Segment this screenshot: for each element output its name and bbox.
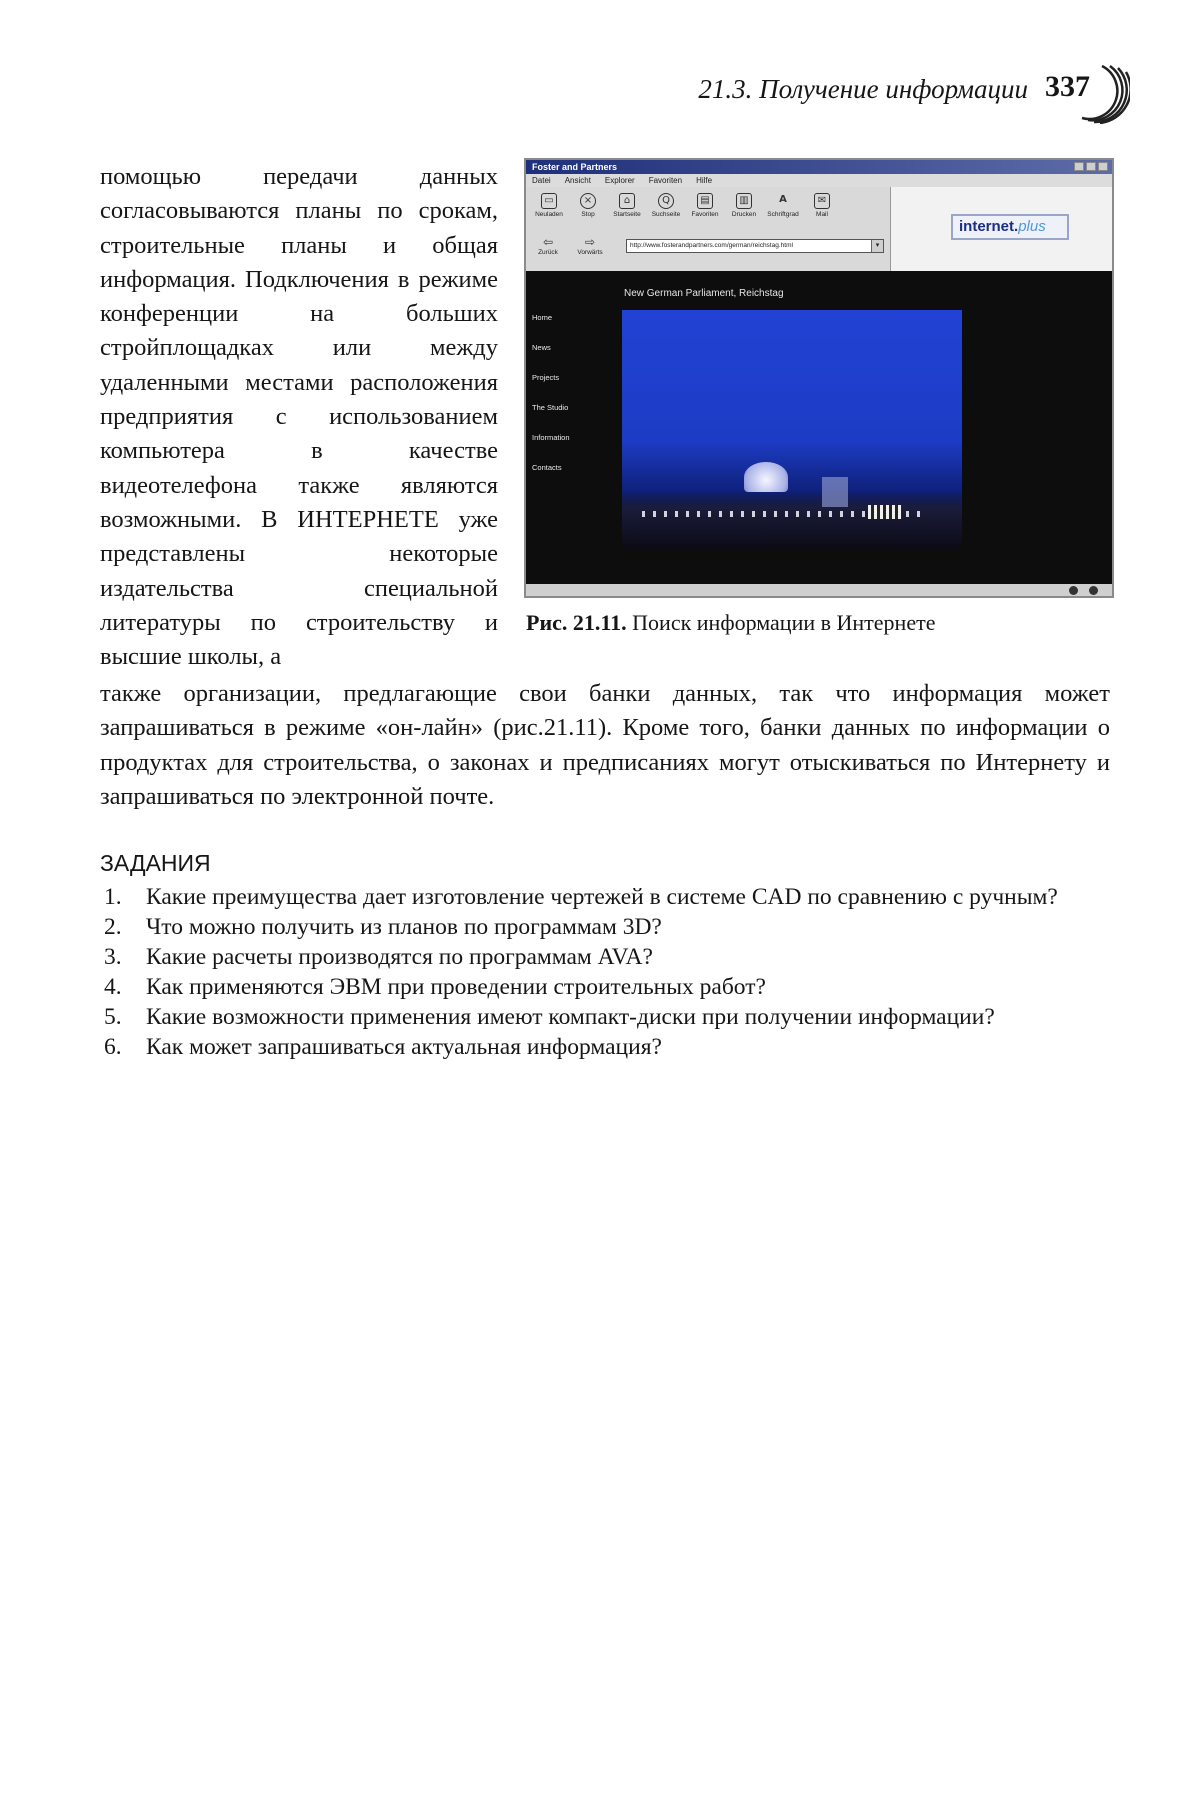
forward-arrow-icon: ⇨ — [584, 235, 596, 249]
tool-label: Stop — [581, 211, 595, 218]
tasks-list — [100, 882, 1110, 1062]
menu-item: Ansicht — [564, 176, 591, 185]
maximize-icon — [1086, 162, 1096, 171]
figure-caption — [526, 610, 935, 636]
page-icon: ▭ — [541, 193, 557, 209]
toolbar-button-home — [612, 193, 642, 218]
site-nav-projects: Projects — [532, 373, 560, 382]
task-number: 3. — [104, 944, 122, 970]
folder-icon: ▤ — [697, 193, 713, 209]
photo-building — [622, 491, 962, 547]
stop-icon: × — [580, 193, 596, 209]
search-icon: Q — [658, 193, 674, 209]
mail-icon: ✉ — [814, 193, 830, 209]
address-bar — [626, 239, 884, 253]
task-text: Какие преимущества дает изготовление чертежей в системе CAD по сравнению с ручным? — [146, 884, 1058, 910]
browser-toolbar — [526, 187, 891, 271]
address-url: http://www.fosterandpartners.com/german/reichstag.html — [630, 242, 793, 249]
reichstag-photo — [622, 310, 962, 547]
menu-item: Hilfe — [696, 176, 713, 185]
task-number: 5. — [104, 1004, 122, 1030]
window-controls — [1074, 162, 1108, 171]
internet-plus-logo — [951, 214, 1069, 240]
tool-label: Schriftgrad — [767, 211, 799, 218]
page-number-arcs-icon — [1072, 60, 1130, 124]
tool-label: Favoriten — [691, 211, 719, 218]
task-text: Какие возможности применения имеют компакт-диски при получении информации? — [146, 1004, 995, 1030]
tool-label: Startseite — [613, 211, 641, 218]
task-text: Как применяются ЭВМ при проведении строительных работ? — [146, 974, 766, 1000]
font-icon: A — [779, 194, 787, 205]
list-item — [100, 942, 1110, 972]
page-number: 337 — [1045, 70, 1090, 103]
body-paragraph-full: также организации, предлагающие свои банки данных, так что информация может запрашиваться в режиме «он-лайн» (рис.21.11). Кроме того, банки данных по информации о продуктах для строительства, о законах и предписаниях могут отыскиваться по Интернету и запрашиваться по электронной почте. — [100, 680, 1110, 810]
tool-label: Drucken — [731, 211, 757, 218]
status-circle-icon — [1069, 586, 1078, 595]
toolbar-button-print — [729, 193, 759, 218]
running-header — [690, 60, 1130, 130]
site-nav-news: News — [532, 343, 551, 352]
print-icon: ▥ — [736, 193, 752, 209]
toolbar-button-favorites — [690, 193, 720, 218]
toolbar-button-mail — [807, 193, 837, 218]
logo-main-text: internet. — [959, 218, 1019, 235]
figure-browser-screenshot — [524, 158, 1114, 598]
task-number: 6. — [104, 1034, 122, 1060]
window-title: Foster and Partners — [532, 162, 618, 172]
figure-caption-number: Рис. 21.11. — [526, 610, 627, 635]
tasks-heading: ЗАДАНИЯ — [100, 850, 211, 876]
site-nav-studio: The Studio — [532, 403, 569, 412]
toolbar-button-reload — [534, 193, 564, 218]
tool-label: Suchseite — [651, 211, 681, 218]
task-number: 1. — [104, 884, 122, 910]
forward-button — [576, 235, 604, 256]
tool-label: Neuladen — [535, 211, 563, 218]
toolbar-button-search — [651, 193, 681, 218]
task-text: Что можно получить из планов по программам 3D? — [146, 914, 662, 940]
nav-label: Vorwärts — [577, 249, 603, 256]
list-item — [100, 912, 1110, 942]
photo-tower — [822, 477, 848, 507]
window-titlebar — [526, 160, 1112, 174]
task-text: Как может запрашиваться актуальная информация? — [146, 1034, 662, 1060]
logo-panel — [891, 187, 1112, 271]
task-number: 4. — [104, 974, 122, 1000]
chevron-down-icon: ▾ — [871, 240, 883, 252]
site-nav-contacts: Contacts — [532, 463, 562, 472]
section-title: 21.3. Получение информации — [698, 74, 1028, 104]
close-icon — [1098, 162, 1108, 171]
photo-dome — [744, 462, 788, 492]
body-paragraph-left: помощью передачи данных согласовываются планы по срокам, строительные планы и общая информация. Подключения в режиме конференции на больших стройплощадках или между удаленными местами расположения предприятия с использованием компьютера в качестве видеотелефона также являются возможными. В ИНТЕРНЕТЕ уже представлены некоторые издательства специальной литературы по строительству и высшие школы, а — [100, 163, 498, 671]
toolbar-button-stop — [573, 193, 603, 218]
task-number: 2. — [104, 914, 122, 940]
task-text: Какие расчеты производятся по программам AVA? — [146, 944, 653, 970]
list-item — [100, 882, 1110, 912]
menu-item: Datei — [532, 176, 551, 185]
photo-lit-block — [868, 505, 902, 519]
site-page-title: New German Parliament, Reichstag — [624, 288, 784, 299]
site-nav-information: Information — [532, 433, 570, 442]
list-item — [100, 1002, 1110, 1032]
back-button — [534, 235, 562, 256]
site-nav-home: Home — [532, 313, 553, 322]
logo-accent-text: plus — [1018, 218, 1046, 235]
figure-caption-text: Поиск информации в Интернете — [632, 610, 936, 635]
minimize-icon — [1074, 162, 1084, 171]
site-navigation — [532, 312, 570, 492]
status-bar — [526, 584, 1112, 596]
menu-item: Favoriten — [648, 176, 683, 185]
toolbar-button-font — [768, 193, 798, 218]
nav-label: Zurück — [538, 249, 558, 256]
menu-bar — [526, 174, 1112, 187]
menu-item: Explorer — [604, 176, 635, 185]
list-item — [100, 1032, 1110, 1062]
tool-label: Mail — [816, 211, 828, 218]
list-item — [100, 972, 1110, 1002]
home-icon: ⌂ — [619, 193, 635, 209]
status-circle-icon — [1089, 586, 1098, 595]
back-arrow-icon: ⇦ — [542, 235, 554, 249]
